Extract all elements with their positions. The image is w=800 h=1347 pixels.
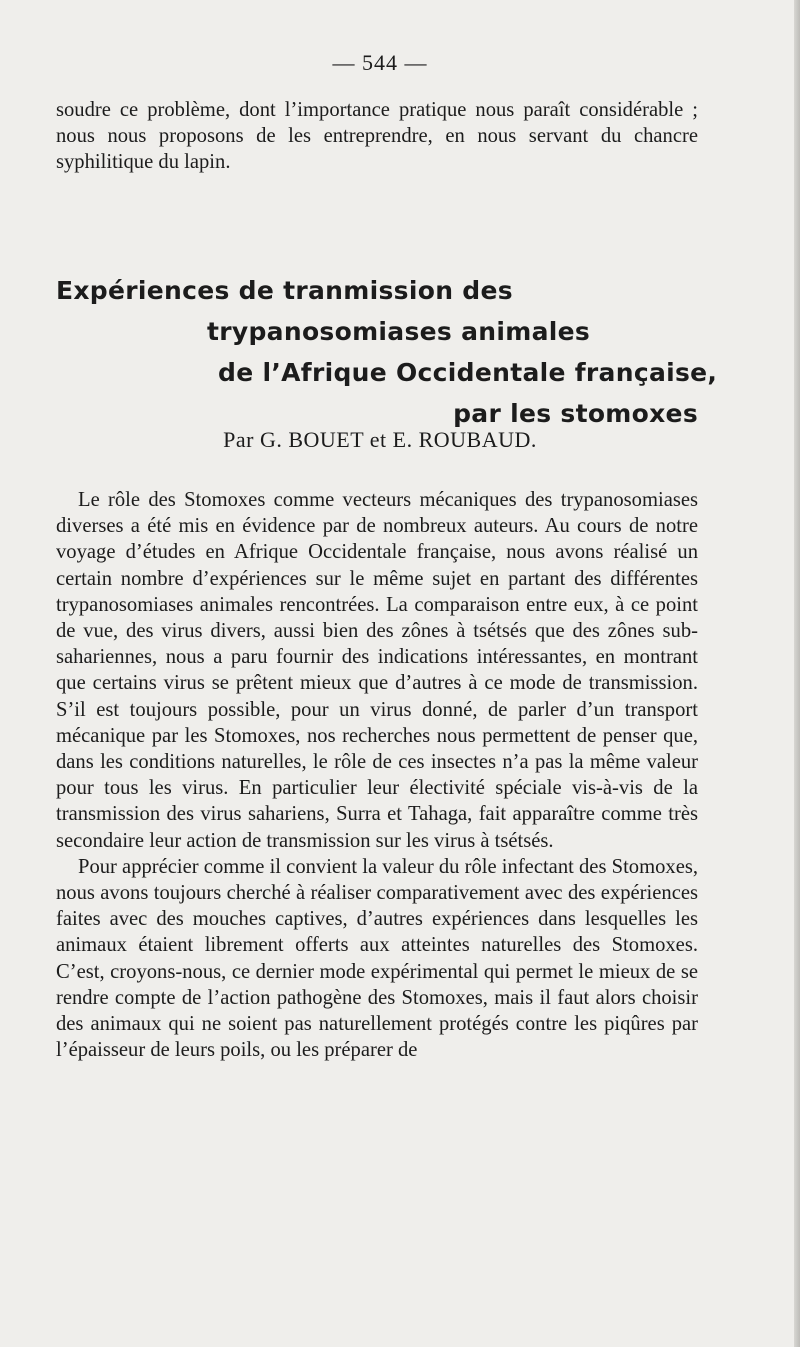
title-line-4: par les stomoxes bbox=[453, 399, 698, 428]
title-line-3: de l’Afrique Occidentale française, bbox=[218, 358, 718, 387]
title-line-1: Expériences de tranmission des bbox=[56, 276, 513, 305]
title-line-2: trypanosomiases animales bbox=[207, 317, 591, 346]
article-title bbox=[56, 270, 718, 434]
article-authors: Par G. BOUET et E. ROUBAUD. bbox=[223, 427, 537, 452]
page-edge-shadow bbox=[794, 0, 800, 1347]
intro-paragraph-block bbox=[56, 97, 698, 176]
body-paragraph-1: Le rôle des Stomoxes comme vecteurs mécaniques des trypanosomiases diverses a été mis en évidence par de nombreux auteurs. Au cours de notre voyage d’études en Afrique Occidentale française, nous avons réalisé un certain nombre d’expériences sur le même sujet en partant des différentes trypanosomiases animales rencontrées. La comparaison entre eux, à ce point de vue, des virus divers, aussi bien des zônes à tsétsés que des zônes sub-sahariennes, nous a paru fournir des indications intéressantes, en montrant que certains virus se prêtent mieux que d’autres à ce mode de transmission. S’il est toujours possible, pour un virus donné, de parler d’un transport mécanique par les Stomoxes, nos recherches nous permettent de penser que, dans les conditions naturelles, le rôle de ces insectes n’a pas la même valeur pour tous les virus. En particulier leur électivité spéciale vis-à-vis de la transmission des virus sahariens, Surra et Tahaga, fait apparaître comme très secondaire leur action de transmission sur les virus à tsétsés. bbox=[56, 489, 698, 852]
body-paragraph-2: Pour apprécier comme il convient la valeur du rôle infectant des Stomoxes, nous avons toujours cherché à réaliser comparativement avec des expériences faites avec des mouches captives, d’autres expériences dans lesquelles les animaux étaient librement offerts aux atteintes naturelles des Stomoxes. C’est, croyons-nous, ce dernier mode expérimental qui permet le mieux de se rendre compte de l’action pathogène des Stomoxes, mais il faut alors choisir des animaux qui ne soient pas naturellement protégés contre les piqûres par l’épaisseur de leurs poils, ou les préparer de bbox=[56, 855, 698, 1062]
intro-paragraph: soudre ce problème, dont l’importance pratique nous paraît considérable ; nous nous proposons de les entreprendre, en nous servant du chancre syphilitique du lapin. bbox=[56, 99, 698, 174]
page-number: — 544 — bbox=[332, 50, 428, 75]
article-body bbox=[56, 487, 698, 1063]
